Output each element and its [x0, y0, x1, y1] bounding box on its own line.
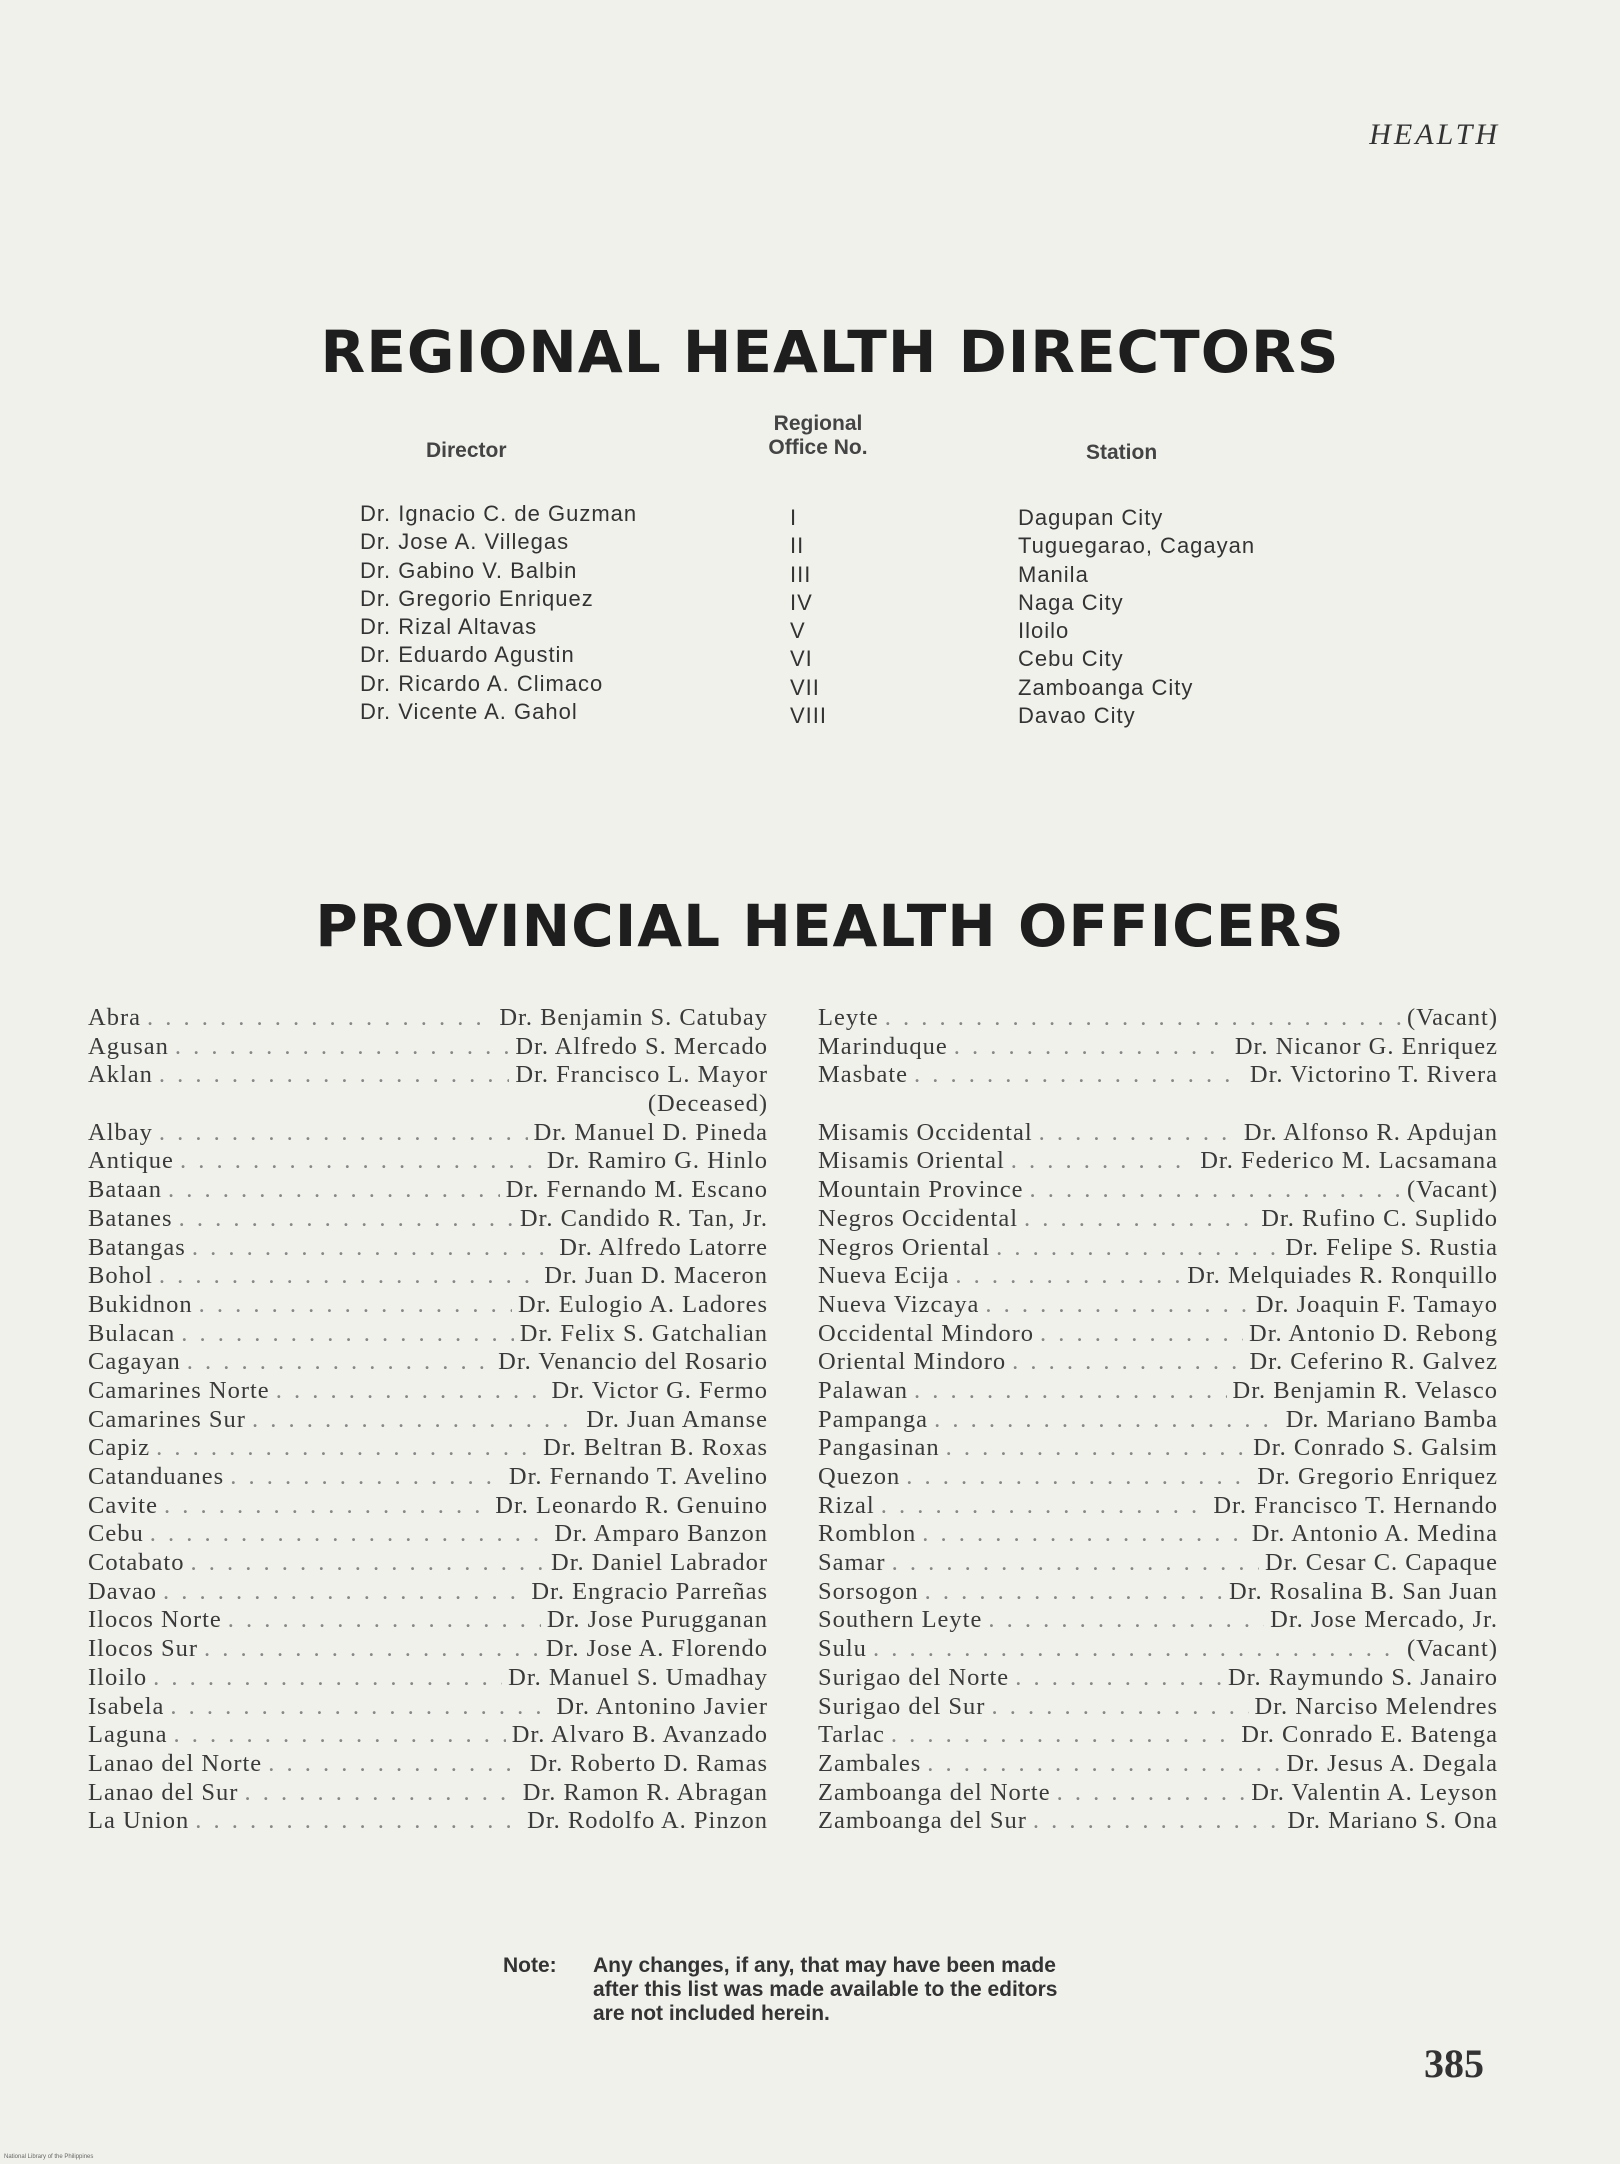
station-name: Naga City — [1018, 589, 1124, 615]
province-entry — [88, 1606, 768, 1635]
dot-leader — [180, 1147, 541, 1176]
province-name: Surigao del Norte — [818, 1663, 1010, 1691]
dot-leader — [195, 1807, 521, 1836]
officer-name: Dr. Beltran B. Roxas — [543, 1434, 768, 1462]
column-spacer — [818, 1090, 1498, 1119]
dot-leader — [252, 1406, 580, 1435]
province-entry — [88, 1033, 768, 1062]
province-entry — [818, 1061, 1498, 1090]
dot-leader — [164, 1492, 489, 1521]
officer-name: Dr. Manuel S. Umadhay — [508, 1663, 768, 1691]
province-name: Palawan — [818, 1376, 908, 1404]
office-header-line2: Office No. — [768, 436, 868, 459]
dot-leader — [985, 1291, 1249, 1320]
office-number: V — [790, 618, 806, 644]
director-name: Dr. Vicente A. Gahol — [360, 699, 578, 725]
officer-name: Dr. Jose Mercado, Jr. — [1270, 1606, 1498, 1634]
province-name: Ilocos Norte — [88, 1606, 222, 1634]
director-column — [360, 500, 637, 726]
province-name: Leyte — [818, 1004, 879, 1031]
province-entry — [88, 1635, 768, 1664]
dot-leader — [1039, 1119, 1238, 1148]
office-column-header — [758, 412, 878, 460]
director-name: Dr. Ricardo A. Climaco — [360, 670, 604, 696]
officer-name: Dr. Mariano Bamba — [1285, 1405, 1498, 1433]
province-entry — [818, 1320, 1498, 1349]
province-name: Cavite — [88, 1491, 158, 1519]
officer-name: Dr. Conrado E. Batenga — [1241, 1721, 1498, 1749]
dot-leader — [181, 1320, 513, 1349]
officer-name: (Vacant) — [1407, 1635, 1498, 1663]
province-entry — [818, 1262, 1498, 1291]
province-name: Lanao del Norte — [88, 1749, 263, 1777]
province-entry — [818, 1463, 1498, 1492]
province-entry — [88, 1147, 768, 1176]
province-entry — [88, 1377, 768, 1406]
province-entry — [88, 1291, 768, 1320]
province-entry — [88, 1234, 768, 1263]
officer-name: Dr. Antonio D. Rebong — [1249, 1319, 1498, 1347]
province-name: Batangas — [88, 1233, 186, 1261]
province-name: Pangasinan — [818, 1434, 940, 1462]
province-entry — [818, 1693, 1498, 1722]
province-name: Surigao del Sur — [818, 1692, 986, 1720]
dot-leader — [192, 1234, 553, 1263]
officer-name: Dr. Alfredo S. Mercado — [515, 1032, 768, 1060]
province-name: Laguna — [88, 1721, 168, 1749]
dot-leader — [873, 1635, 1401, 1664]
dot-leader — [946, 1434, 1248, 1463]
province-name: Mountain Province — [818, 1176, 1024, 1204]
director-name: Dr. Ignacio C. de Guzman — [360, 501, 638, 526]
officer-name: Dr. Leonardo R. Genuino — [495, 1491, 768, 1519]
note-text: Any changes, if any, that may have been made after this list was made available to the editors are not included herein. — [593, 1954, 1058, 2025]
province-name: Zambales — [818, 1749, 922, 1777]
station-name: Dagupan City — [1018, 505, 1164, 530]
province-entry — [818, 1807, 1498, 1836]
dot-leader — [150, 1520, 549, 1549]
province-name: Nueva Vizcaya — [818, 1290, 980, 1318]
station-name: Davao City — [1018, 703, 1136, 729]
province-name: Bohol — [88, 1262, 153, 1290]
station-column — [1018, 504, 1255, 730]
province-entry — [818, 1033, 1498, 1062]
province-name: Quezon — [818, 1463, 901, 1490]
office-number: VI — [790, 646, 813, 672]
province-name: Negros Occidental — [818, 1204, 1018, 1232]
province-name: Oriental Mindoro — [818, 1348, 1007, 1376]
province-name: Negros Oriental — [818, 1233, 991, 1261]
dot-leader — [244, 1779, 516, 1808]
province-entry — [88, 1520, 768, 1549]
dot-leader — [170, 1693, 550, 1722]
officer-name: Dr. Engracio Parreñas — [531, 1577, 768, 1605]
dot-leader — [190, 1549, 545, 1578]
province-name: Cebu — [88, 1520, 144, 1548]
province-entry — [818, 1520, 1498, 1549]
officer-name: Dr. Joaquin F. Tamayo — [1255, 1290, 1498, 1318]
officer-name: Dr. Felix S. Gatchalian — [519, 1319, 768, 1347]
province-name: Antique — [88, 1147, 174, 1175]
province-name: Cotabato — [88, 1549, 185, 1577]
dot-leader — [988, 1606, 1264, 1635]
officer-name: Dr. Antonino Javier — [556, 1692, 768, 1720]
province-entry — [88, 1693, 768, 1722]
officer-name: Dr. Roberto D. Ramas — [529, 1749, 768, 1777]
officer-name: Dr. Francisco L. Mayor — [515, 1061, 768, 1089]
director-name: Dr. Gabino V. Balbin — [360, 557, 578, 583]
province-entry — [88, 1176, 768, 1205]
province-name: Misamis Occidental — [818, 1118, 1033, 1146]
officer-name: Dr. Juan D. Maceron — [544, 1262, 768, 1290]
dot-leader — [922, 1520, 1246, 1549]
provincial-section-title: PROVINCIAL HEALTH OFFICERS — [315, 892, 1345, 960]
officer-name: Dr. Fernando T. Avelino — [508, 1463, 768, 1490]
dot-leader — [1040, 1320, 1243, 1349]
officer-name: Dr. Alfonso R. Apdujan — [1243, 1118, 1498, 1146]
dot-leader — [927, 1750, 1280, 1779]
page-number: 385 — [1424, 2041, 1484, 2086]
province-name: Albay — [88, 1118, 153, 1146]
province-entry — [88, 1807, 768, 1836]
dot-leader — [156, 1434, 537, 1463]
dot-leader — [159, 1061, 509, 1090]
officer-name: Dr. Victorino T. Rivera — [1249, 1061, 1498, 1089]
dot-leader — [159, 1119, 528, 1148]
dot-leader — [204, 1635, 540, 1664]
province-entry — [88, 1492, 768, 1521]
office-number: III — [790, 561, 812, 587]
dot-leader — [153, 1664, 502, 1693]
province-entry — [818, 1119, 1498, 1148]
director-name: Dr. Rizal Altavas — [360, 614, 538, 640]
office-number: I — [790, 505, 798, 530]
officer-name: Dr. Conrado S. Galsim — [1253, 1434, 1498, 1462]
province-entry — [818, 1205, 1498, 1234]
province-name: Southern Leyte — [818, 1606, 983, 1634]
province-name: Nueva Ecija — [818, 1262, 950, 1290]
province-entry — [818, 1578, 1498, 1607]
province-entry — [818, 1721, 1498, 1750]
regional-section-title: REGIONAL HEALTH DIRECTORS — [320, 318, 1340, 386]
province-entry — [88, 1549, 768, 1578]
province-entry — [88, 1434, 768, 1463]
dot-leader — [996, 1234, 1279, 1263]
officer-name: (Vacant) — [1407, 1004, 1498, 1031]
province-entry — [818, 1635, 1498, 1664]
director-column-header: Director — [426, 439, 507, 462]
director-name: Dr. Gregorio Enriquez — [360, 585, 594, 611]
province-name: Pampanga — [818, 1405, 929, 1433]
dot-leader — [173, 1721, 505, 1750]
province-entry — [88, 1061, 768, 1090]
dot-leader — [159, 1262, 538, 1291]
province-entry — [88, 1721, 768, 1750]
dot-leader — [230, 1463, 503, 1492]
province-name: Camarines Norte — [88, 1376, 270, 1404]
office-column — [790, 504, 910, 730]
officer-name: Dr. Melquiades R. Ronquillo — [1187, 1262, 1498, 1290]
station-column-header: Station — [1086, 441, 1158, 464]
dot-leader — [906, 1463, 1251, 1492]
province-entry — [818, 1004, 1498, 1033]
officer-name: Dr. Jose Purugganan — [546, 1606, 768, 1634]
dot-leader — [187, 1348, 492, 1377]
office-number: VIII — [790, 703, 828, 729]
province-name: La Union — [88, 1807, 190, 1835]
dot-leader — [179, 1205, 514, 1234]
province-name: Lanao del Sur — [88, 1778, 239, 1806]
province-entry — [818, 1406, 1498, 1435]
dot-leader — [1011, 1147, 1194, 1176]
officer-name: Dr. Antonio A. Medina — [1251, 1520, 1498, 1548]
province-name: Zamboanga del Sur — [818, 1807, 1027, 1835]
province-name: Romblon — [818, 1520, 917, 1548]
officer-name: Dr. Francisco T. Hernando — [1213, 1491, 1498, 1519]
dot-leader — [892, 1549, 1259, 1578]
province-name: Bulacan — [88, 1319, 176, 1347]
dot-leader — [1033, 1807, 1282, 1836]
officer-name: Dr. Amparo Banzon — [554, 1520, 768, 1548]
officer-name: Dr. Federico M. Lacsamana — [1200, 1147, 1498, 1175]
dot-leader — [914, 1377, 1227, 1406]
dot-leader — [168, 1176, 500, 1205]
province-entry — [88, 1578, 768, 1607]
province-entry — [818, 1176, 1498, 1205]
province-entry — [818, 1234, 1498, 1263]
dot-leader — [955, 1262, 1181, 1291]
officer-name: Dr. Ramon R. Abragan — [522, 1778, 768, 1806]
province-name: Misamis Oriental — [818, 1147, 1005, 1175]
province-entry — [818, 1348, 1498, 1377]
province-entry — [818, 1664, 1498, 1693]
province-name: Batanes — [88, 1204, 173, 1232]
province-entry — [88, 1779, 768, 1808]
officer-name: Dr. Nicanor G. Enriquez — [1234, 1032, 1498, 1060]
province-name: Tarlac — [818, 1721, 885, 1749]
officer-name: Dr. Ramiro G. Hinlo — [546, 1147, 768, 1175]
office-number: VII — [790, 674, 820, 700]
province-entry — [818, 1492, 1498, 1521]
officer-name: Dr. Rufino C. Suplido — [1261, 1204, 1498, 1232]
footer-credit: National Library of the Philippines — [4, 2154, 94, 2160]
officer-name: Dr. Juan Amanse — [586, 1405, 768, 1433]
officer-name: Dr. Cesar C. Capaque — [1265, 1549, 1498, 1577]
province-name: Isabela — [88, 1692, 165, 1720]
province-name: Bataan — [88, 1176, 163, 1204]
officer-name: Dr. Victor G. Fermo — [551, 1376, 768, 1404]
province-name: Occidental Mindoro — [818, 1319, 1034, 1347]
dot-leader — [175, 1033, 509, 1062]
province-name: Cagayan — [88, 1348, 181, 1376]
officer-name: Dr. Benjamin S. Catubay — [499, 1004, 768, 1031]
dot-leader — [881, 1492, 1208, 1521]
dot-leader — [891, 1721, 1235, 1750]
province-name: Iloilo — [88, 1663, 148, 1691]
dot-leader — [163, 1578, 525, 1607]
dot-leader — [914, 1061, 1244, 1090]
province-entry — [818, 1377, 1498, 1406]
province-entry — [818, 1779, 1498, 1808]
dot-leader — [1015, 1664, 1222, 1693]
province-entry — [88, 1348, 768, 1377]
dot-leader — [199, 1291, 512, 1320]
province-name: Abra — [88, 1004, 141, 1031]
province-name: Sulu — [818, 1635, 867, 1663]
dot-leader — [1057, 1779, 1246, 1808]
officer-name: Dr. Mariano S. Ona — [1287, 1807, 1498, 1835]
officer-name: Dr. Valentin A. Leyson — [1251, 1778, 1498, 1806]
province-entry — [818, 1434, 1498, 1463]
province-entry — [88, 1406, 768, 1435]
officer-name: Dr. Alvaro B. Avanzado — [511, 1721, 768, 1749]
office-header-line1: Regional — [773, 412, 863, 435]
province-entry — [818, 1291, 1498, 1320]
officer-name: Dr. Gregorio Enriquez — [1257, 1463, 1498, 1490]
dot-leader — [1012, 1348, 1243, 1377]
officer-name: Dr. Rodolfo A. Pinzon — [527, 1807, 768, 1835]
province-name: Samar — [818, 1549, 886, 1577]
province-entry — [818, 1549, 1498, 1578]
officer-name: Dr. Felipe S. Rustia — [1285, 1233, 1498, 1261]
province-entry — [818, 1147, 1498, 1176]
province-entry — [88, 1320, 768, 1349]
dot-leader — [268, 1750, 523, 1779]
province-entry — [88, 1664, 768, 1693]
province-name: Rizal — [818, 1491, 875, 1519]
office-number: II — [790, 533, 805, 559]
editor-note — [503, 1954, 1093, 2026]
officer-name: Dr. Eulogio A. Ladores — [518, 1290, 768, 1318]
station-name: Zamboanga City — [1018, 674, 1194, 700]
province-name: Zamboanga del Norte — [818, 1778, 1051, 1806]
dot-leader — [1024, 1205, 1255, 1234]
dot-leader — [991, 1693, 1248, 1722]
provincial-left-column — [88, 1004, 768, 1836]
dot-leader — [934, 1406, 1280, 1435]
station-name: Iloilo — [1018, 618, 1070, 644]
dot-leader — [228, 1606, 541, 1635]
province-name: Davao — [88, 1577, 157, 1605]
officer-name: Dr. Jose A. Florendo — [545, 1635, 768, 1663]
province-name: Masbate — [818, 1061, 908, 1089]
province-name: Capiz — [88, 1434, 151, 1462]
dot-leader — [276, 1377, 546, 1406]
officer-status-note: (Deceased) — [647, 1090, 768, 1118]
dot-leader — [885, 1004, 1401, 1033]
director-name: Dr. Jose A. Villegas — [360, 529, 570, 555]
province-entry — [88, 1463, 768, 1492]
officer-name: Dr. Narciso Melendres — [1254, 1692, 1498, 1720]
officer-name: Dr. Daniel Labrador — [551, 1549, 768, 1577]
office-number: IV — [790, 589, 813, 615]
note-label: Note: — [503, 1954, 557, 1977]
province-entry — [88, 1119, 768, 1148]
officer-name: (Vacant) — [1407, 1176, 1498, 1204]
officer-name: Dr. Rosalina B. San Juan — [1229, 1577, 1498, 1605]
dot-leader — [925, 1578, 1223, 1607]
province-entry — [88, 1750, 768, 1779]
province-name: Aklan — [88, 1061, 153, 1089]
province-name: Catanduanes — [88, 1463, 225, 1490]
province-name: Camarines Sur — [88, 1405, 246, 1433]
province-entry — [818, 1750, 1498, 1779]
province-entry — [88, 1262, 768, 1291]
dot-leader — [954, 1033, 1229, 1062]
director-name: Dr. Eduardo Agustin — [360, 642, 575, 668]
dot-leader — [147, 1004, 493, 1033]
officer-name: Dr. Alfredo Latorre — [559, 1233, 768, 1261]
province-name: Marinduque — [818, 1032, 948, 1060]
officer-name: Dr. Jesus A. Degala — [1286, 1749, 1498, 1777]
province-name: Sorsogon — [818, 1577, 919, 1605]
station-name: Manila — [1018, 561, 1089, 587]
officer-name: Dr. Candido R. Tan, Jr. — [519, 1204, 768, 1232]
officer-name: Dr. Ceferino R. Galvez — [1249, 1348, 1498, 1376]
province-name: Bukidnon — [88, 1290, 193, 1318]
officer-name: Dr. Fernando M. Escano — [505, 1176, 768, 1204]
officer-name: Dr. Benjamin R. Velasco — [1232, 1376, 1498, 1404]
station-name: Cebu City — [1018, 646, 1124, 672]
province-name: Ilocos Sur — [88, 1635, 199, 1663]
station-name: Tuguegarao, Cagayan — [1018, 533, 1256, 559]
officer-name: Dr. Raymundo S. Janairo — [1227, 1663, 1498, 1691]
officer-name: Dr. Venancio del Rosario — [498, 1348, 768, 1376]
province-entry — [818, 1606, 1498, 1635]
running-header: HEALTH — [1369, 118, 1500, 151]
officer-name: Dr. Manuel D. Pineda — [533, 1118, 768, 1146]
province-entry — [88, 1004, 768, 1033]
dot-leader — [1030, 1176, 1402, 1205]
province-entry — [88, 1205, 768, 1234]
provincial-right-column — [818, 1004, 1498, 1836]
province-name: Agusan — [88, 1032, 169, 1060]
